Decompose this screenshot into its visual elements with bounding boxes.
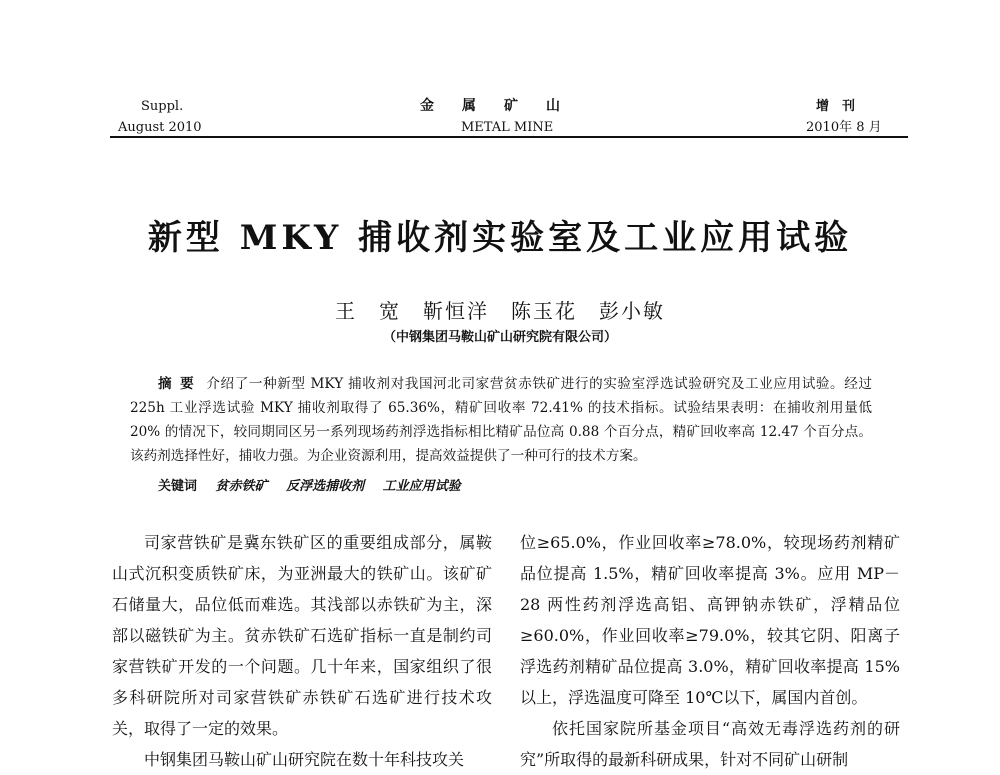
paper-title: 新型 MKY 捕收剂实验室及工业应用试验 [147,218,853,258]
header-rule [110,136,908,138]
journal-date-cn: 2010年 8 月 [806,120,882,135]
body-paragraph: 依托国家院所基金项目“高效无毒浮选药剂的研究”所取得的最新科研成果，针对不同矿山研制 [520,719,900,769]
body-paragraph: 司家营铁矿是冀东铁矿区的重要组成部分，属鞍山式沉积变质铁矿床，为亚洲最大的铁矿山。该矿矿石储量大，品位低而难选。其浅部以赤铁矿为主，深部以磁铁矿为主。贫赤铁矿石选矿指标一直是制约司家营铁矿开发的一个问题。几十年来，国家组织了很多科研院所对司家营铁矿赤铁矿石选矿进行技术攻关，取得了一定的效果。 [112,533,492,738]
abstract [130,372,872,468]
keyword: 工业应用试验 [382,479,461,494]
journal-issue-label-cn: 增 刊 [816,99,856,114]
journal-date-en: August 2010 [118,120,202,135]
body-column-left [112,527,492,775]
body-column-right [520,527,900,775]
abstract-label: 摘要 [158,376,203,392]
keyword: 反浮选捕收剂 [286,479,365,494]
abstract-text: 介绍了一种新型 MKY 捕收剂对我国河北司家营贫赤铁矿进行的实验室浮选试验研究及工业应用试验。经过 225h 工业浮选试验 MKY 捕收剂取得了 65.36%，精矿回收率 72.41% 的技术指标。试验结果表明：在捕收剂用量低 20% 的情况下，较同期同区另一系列现场药剂浮选指标相比精矿品位高 0.88 个百分点，精矿回收率高 12.47 个百分点。该药剂选择性好，捕收力强。为企业资源利用，提高效益提供了一种可行的技术方案。 [130,376,873,464]
body-paragraph: 位≥65.0%，作业回收率≥78.0%，较现场药剂精矿品位提高 1.5%，精矿回收率提高 3%。应用 MP－28 两性药剂浮选高铝、高钾钠赤铁矿，浮精品位≥60.0%，作业回收率≥79.0%，较其它阴、阳离子浮选药剂精矿品位提高 3.0%，精矿回收率提高 15% 以上，浮选温度可降至 10℃以下，属国内首创。 [520,533,900,707]
journal-name-cn: 金 属 矿 山 [420,98,560,114]
keyword: 贫赤铁矿 [215,479,268,494]
authors: 王 宽 靳恒洋 陈玉花 彭小敏 [335,299,665,323]
keywords [158,478,461,496]
affiliation: （中钢集团马鞍山矿山研究院有限公司） [382,330,617,345]
body-paragraph: 中钢集团马鞍山矿山研究院在数十年科技攻关 [144,750,465,769]
journal-name-en: METAL MINE [461,120,554,135]
journal-issue-label: Suppl. [141,99,184,114]
keywords-label: 关键词 [158,479,198,494]
